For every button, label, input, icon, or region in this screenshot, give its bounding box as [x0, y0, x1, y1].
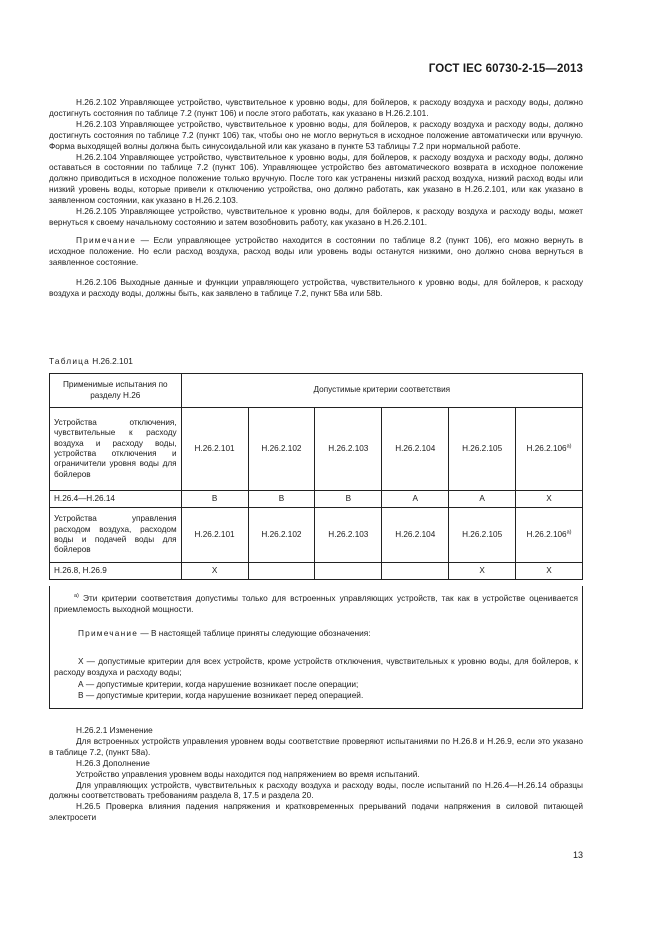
footnote-text: Эти критерии соответствия допустимы только для встроенных управляющих устройств, так как в устройстве оценивается приемлемость выходной мощности.: [54, 593, 578, 614]
header-criteria: Допустимые критерии соответствия: [181, 374, 582, 408]
table-cell: Н.26.2.102: [248, 408, 315, 491]
table-cell: Н.26.2.101: [181, 508, 248, 563]
table-cell: B: [248, 491, 315, 508]
table-cell: B: [315, 491, 382, 508]
main-text: [49, 97, 583, 298]
table-cell: Н.26.2.104: [382, 508, 449, 563]
note-paragraph: [49, 235, 583, 268]
table-cell: [248, 563, 315, 580]
table-cell: X: [449, 563, 516, 580]
table-cell: Н.26.2.105: [449, 408, 516, 491]
table-row: [50, 563, 583, 580]
paragraph-h26-3-a: Устройство управления уровнем воды находится под напряжением во время испытаний.: [76, 768, 420, 779]
table-footer: [49, 586, 583, 709]
paragraph-h26-2-104: Н.26.2.104 Управляющее устройство, чувствительное к уровню воды, для бойлеров, к расходу воздуха и расходу воды, должно оставаться в состоянии по таблице 7.2 (пункт 106). Управляющее устройство без автоматического возврата в исходное положение должно приводиться в исходное положение только вручную. После того как устранены низкий расход воздуха, низкий расход воды или низкий уровень воды, которые привели к отключению устройства, оно должно работать, как указано в Н.26.2.101, или как указано в заявленном состоянии, как указано в Н.26.2.103.: [49, 151, 583, 206]
legend-a: А — допустимые критерии, когда нарушение возникает после операции;: [78, 679, 359, 689]
cell-text: Н.26.2.106: [526, 529, 567, 539]
table-cell: [315, 563, 382, 580]
table-cell: [382, 563, 449, 580]
table-note-text: — В настоящей таблице приняты следующие обозначения:: [138, 628, 371, 638]
footnote-ref: а): [566, 529, 572, 536]
table-cell: Н.26.2.103: [315, 408, 382, 491]
table-note-label: Примечание: [78, 628, 139, 638]
heading-h26-2-1: Н.26.2.1 Изменение: [76, 725, 153, 735]
table-cell: A: [382, 491, 449, 508]
table-cell: [516, 508, 583, 563]
bottom-text: [49, 725, 583, 823]
table-caption: [49, 356, 133, 366]
criteria-table: [49, 373, 583, 580]
footnote-mark: а): [74, 593, 79, 600]
table-cell: Н.26.2.104: [382, 408, 449, 491]
paragraph-h26-2-106: Н.26.2.106 Выходные данные и функции управляющего устройства, чувствительного к уровню воды, для бойлеров, к расходу воздуха и расходу воды, должны быть, как заявлено в таблице 7.2, пункт 58а или 58b.: [49, 276, 583, 298]
header-tests: Применимые испытания по разделу Н.26: [50, 374, 182, 408]
heading-h26-3: Н.26.3 Дополнение: [76, 757, 150, 768]
paragraph-h26-2-1: Для встроенных устройств управления уровнем воды соответствие проверяют испытаниями по Н.26.8 и Н.26.9, если это указано в таблице 7.2, (пункт 58а).: [49, 735, 583, 757]
row-label: Н.26.8, Н.26.9: [50, 563, 182, 580]
table-cell: Н.26.2.103: [315, 508, 382, 563]
table-cell: [516, 408, 583, 491]
standard-header: ГОСТ IEC 60730-2-15—2013: [428, 63, 583, 75]
paragraph-h26-2-103: Н.26.2.103 Управляющее устройство, чувствительное к уровню воды, для бойлеров, к расходу воздуха и расходу воды, должно достигнуть состояния по таблице 7.2 (пункт 106) так, чтобы оно не могло вернуться в исходное положение автоматически или вручную. Форма выходящей волны должна быть синусоидальной или как указано в пункте 53 таблицы 7.2 при нормальной работе.: [49, 118, 583, 151]
table-cell: X: [516, 491, 583, 508]
row-label: Устройства отключения, чувствительные к расходу воздуха и расходу воды, устройства отключения и ограничители уровня воды для бойлеров: [50, 408, 182, 491]
table-cell: Н.26.2.102: [248, 508, 315, 563]
note-label: Примечание: [76, 234, 137, 245]
table-cell: X: [516, 563, 583, 580]
legend-x: X — допустимые критерии для всех устройств, кроме устройств отключения, чувствительных к уровню воды, для бойлеров, к расходу воздуха и расходу воды;: [54, 656, 578, 677]
paragraph-h26-2-102: Н.26.2.102 Управляющее устройство, чувствительное к уровню воды, для бойлеров, к расходу воздуха и расходу воды, должно достигнуть состояния по таблице 7.2 (пункт 106) и после этого работать, как указано в Н.26.2.101.: [49, 97, 583, 118]
table-note: [54, 628, 578, 639]
note-text: — Если управляющее устройство находится в состоянии по таблице 8.2 (пункт 106), его можно вернуть в исходное положение. Но если расход воздуха, расход воды или уровень воды останутся низкими, оно должно снова вернуться в заявленное состояние.: [49, 234, 583, 267]
table-number: Н.26.2.101: [92, 356, 133, 366]
cell-text: Н.26.2.106: [526, 443, 567, 453]
page-number: 13: [572, 850, 583, 860]
table-header-row: [50, 374, 583, 408]
paragraph-h26-2-105: Н.26.2.105 Управляющее устройство, чувствительное к уровню воды, для бойлеров, к расходу воздуха и расходу воды, может вернуться к своему начальному состоянию и затем возобновить работу, как указано в Н.26.2.101.: [49, 206, 583, 227]
table-row: [50, 508, 583, 563]
table-cell: B: [181, 491, 248, 508]
table-cell: Н.26.2.105: [449, 508, 516, 563]
row-label: Н.26.4—Н.26.14: [50, 491, 182, 508]
table-cell: A: [449, 491, 516, 508]
footnote-ref: а): [566, 443, 572, 450]
table-cell: X: [181, 563, 248, 580]
row-label: Устройства управления расходом воздуха, расходом воды и подачей воды для бойлеров: [50, 508, 182, 563]
paragraph-h26-5: Н.26.5 Проверка влияния падения напряжения и кратковременных прерываний подачи напряжения в силовой питающей электросети: [49, 801, 583, 823]
paragraph-h26-3-b: Для управляющих устройств, чувствительных к расходу воздуха и расходу воды, после испытаний по Н.26.4—Н.26.14 образцы должны соответствовать требованиям раздела 8, 17.5 и раздела 20.: [49, 779, 583, 801]
table-label: Таблица: [49, 356, 90, 366]
legend-b: В — допустимые критерии, когда нарушение возникает перед операцией.: [78, 690, 364, 700]
table-footnote: [54, 593, 578, 615]
table-row: [50, 491, 583, 508]
table-cell: Н.26.2.101: [181, 408, 248, 491]
table-row: [50, 408, 583, 491]
